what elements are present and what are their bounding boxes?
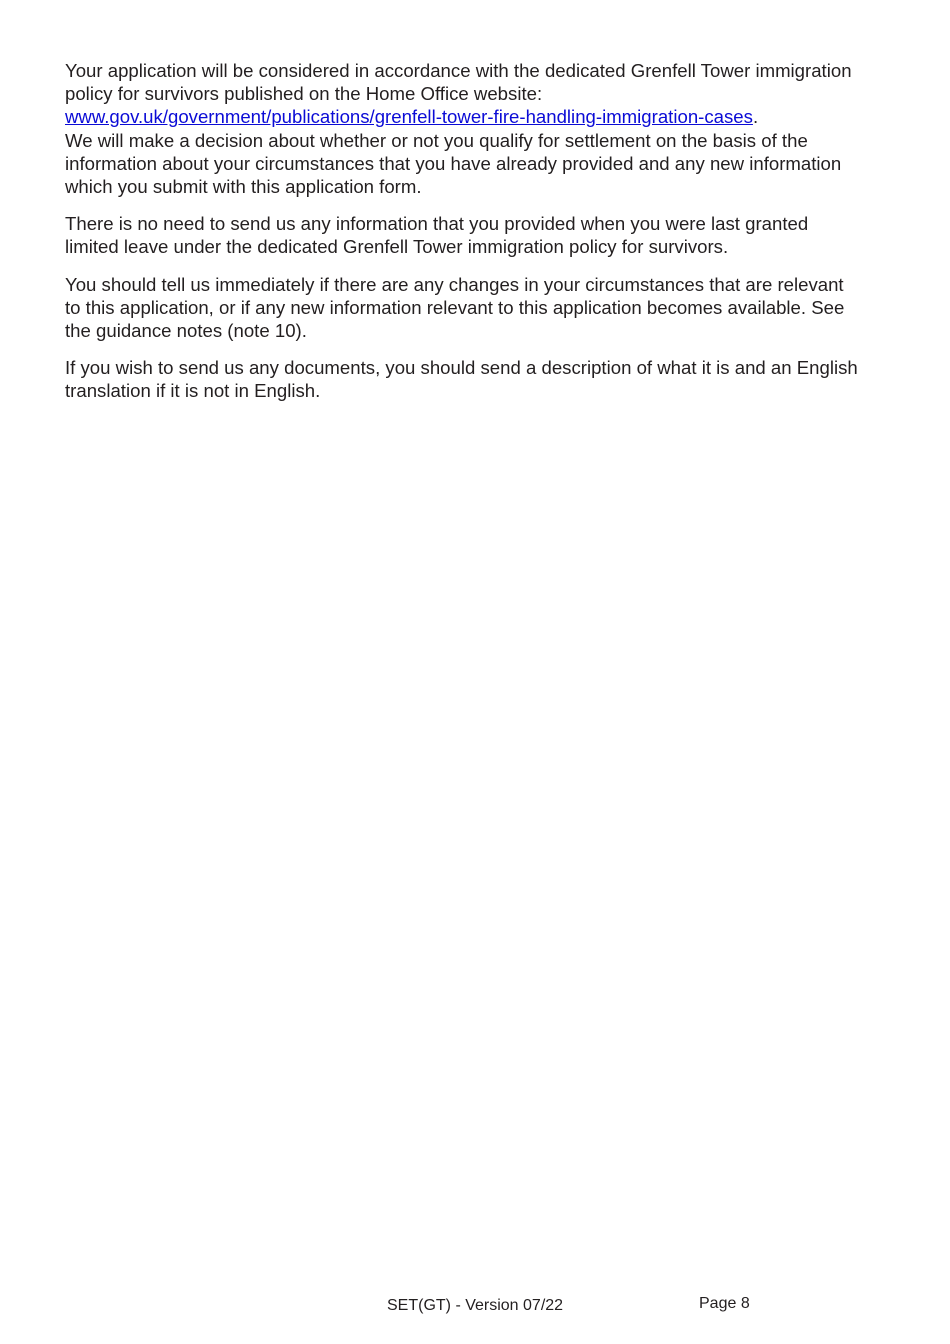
text-line: You should tell us immediately if there are any changes in your circumstances that are relevant	[65, 273, 844, 295]
text-line: Your application will be considered in accordance with the dedicated Grenfell Tower immigration	[65, 60, 852, 81]
paragraph-documents	[65, 356, 895, 402]
text-line: We will make a decision about whether or not you qualify for settlement on the basis of the	[65, 129, 808, 151]
text-line: There is no need to send us any information that you provided when you were last granted	[65, 213, 809, 235]
text-line: the guidance notes (note 10).	[65, 320, 307, 342]
link-suffix: .	[752, 106, 759, 128]
grenfell-policy-link[interactable]: www.gov.uk/government/publications/grenfell-tower-fire-handling-immigration-cases	[65, 106, 753, 128]
page-number: Page 8	[699, 1295, 750, 1312]
text-line: which you submit with this application form.	[65, 176, 422, 198]
paragraph-changes	[65, 273, 895, 343]
paragraph-policy	[65, 59, 895, 198]
text-line: policy for survivors published on the Home Office website:	[65, 83, 543, 105]
text-line: information about your circumstances that you have already provided and any new information	[65, 152, 842, 174]
text-line: to this application, or if any new information relevant to this application becomes available. See	[65, 296, 845, 318]
paragraph-no-need	[65, 212, 895, 258]
footer-version: SET(GT) - Version 07/22	[387, 1297, 564, 1314]
text-line: If you wish to send us any documents, you should send a description of what it is and an English	[65, 357, 858, 379]
text-line: translation if it is not in English.	[65, 380, 321, 402]
text-line: limited leave under the dedicated Grenfell Tower immigration policy for survivors.	[65, 236, 729, 258]
link-line	[65, 105, 895, 128]
document-body	[65, 59, 895, 417]
